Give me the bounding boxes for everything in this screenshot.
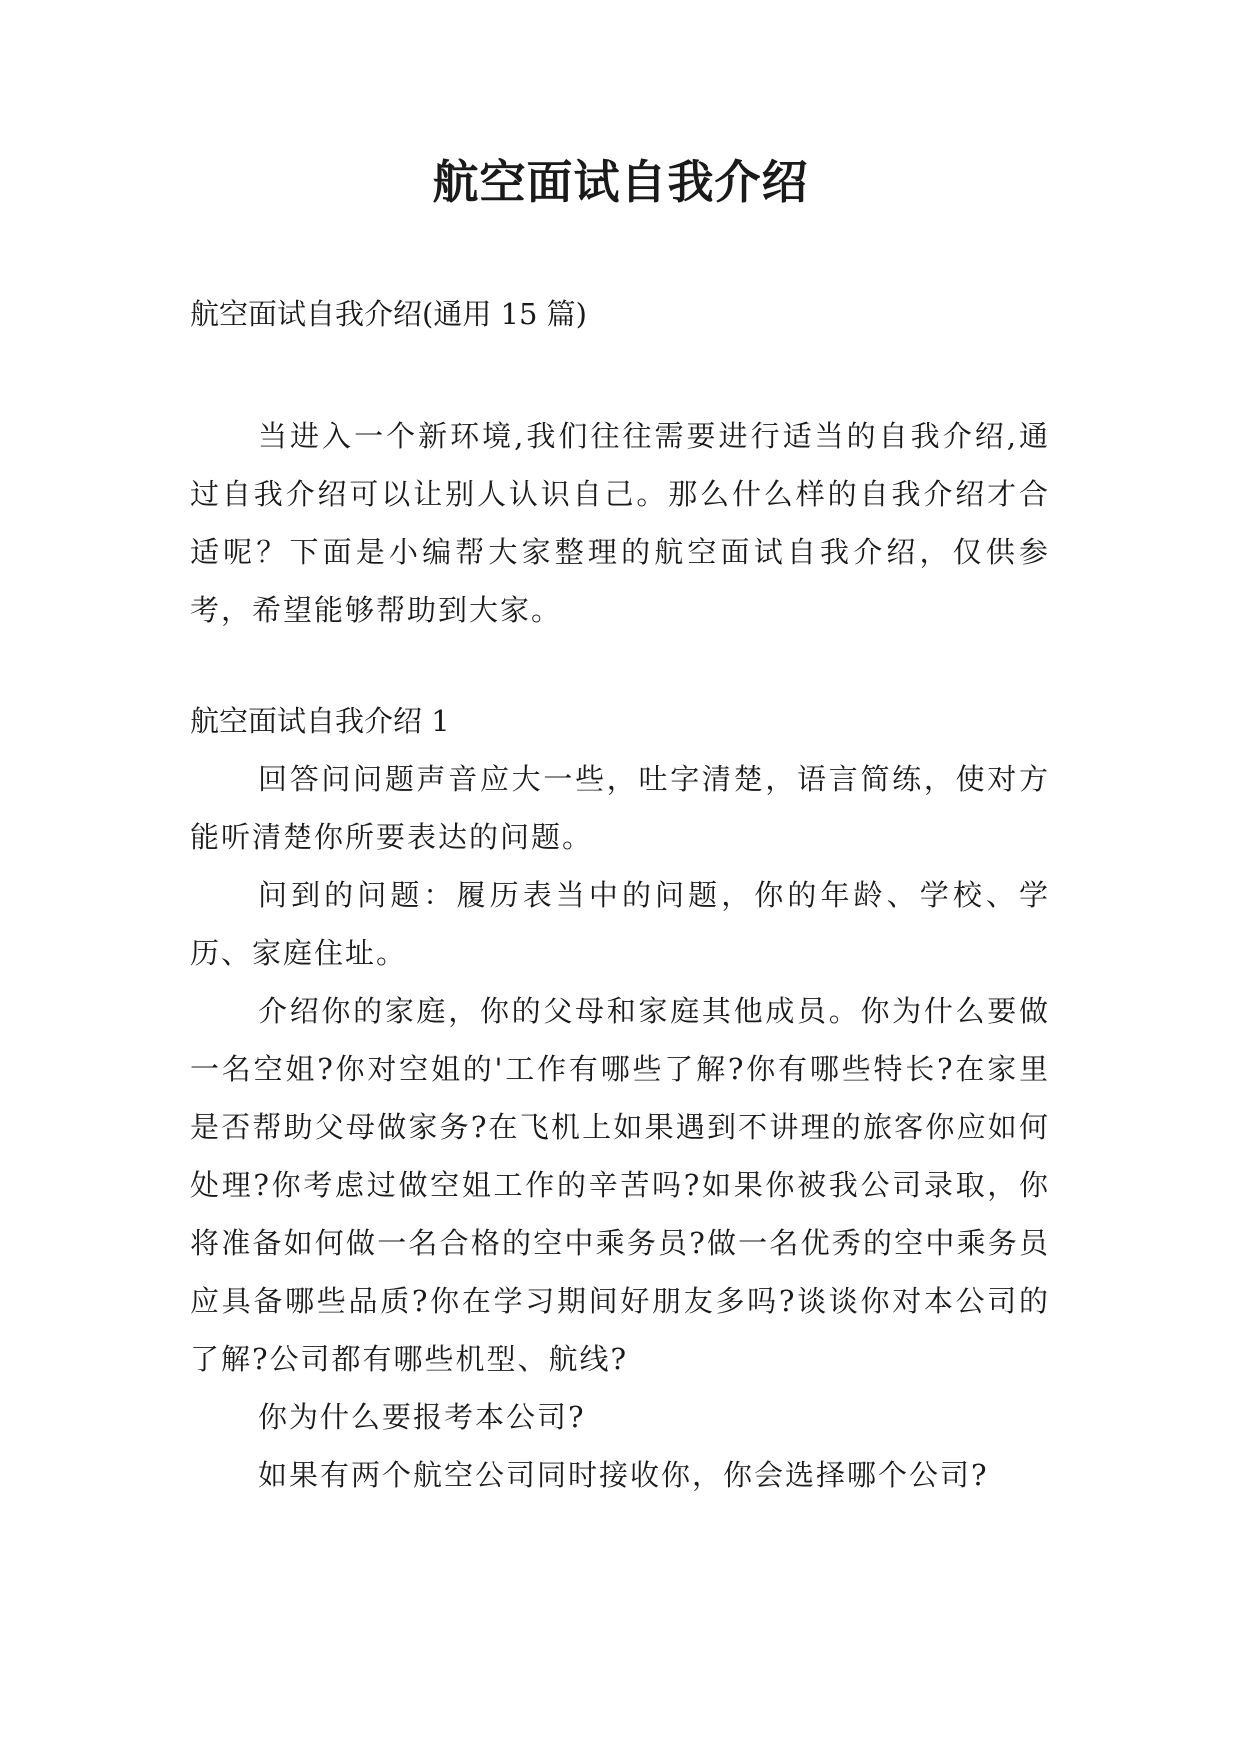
document-subtitle: 航空面试自我介绍(通用 15 篇) xyxy=(190,297,587,331)
section-heading: 航空面试自我介绍 1 xyxy=(190,704,450,738)
section-body xyxy=(190,750,1050,1504)
document-title: 航空面试自我介绍 xyxy=(432,155,809,209)
body-paragraph: 回答问问题声音应大一些，吐字清楚，语言简练，使对方能听清楚你所要表达的问题。 xyxy=(190,762,1050,854)
body-paragraph: 问到的问题：履历表当中的问题，你的年龄、学校、学历、家庭住址。 xyxy=(190,878,1050,970)
body-paragraph: 你为什么要报考本公司? xyxy=(258,1400,586,1434)
body-paragraph: 介绍你的家庭，你的父母和家庭其他成员。你为什么要做一名空姐?你对空姐的'工作有哪些了解?你有哪些特长?在家里是否帮助父母做家务?在飞机上如果遇到不讲理的旅客你应如何处理?你考虑过做空姐工作的辛苦吗?如果你被我公司录取，你将准备如何做一名合格的空中乘务员?做一名优秀的空中乘务员应具备哪些品质?你在学习期间好朋友多吗?谈谈你对本公司的了解?公司都有哪些机型、航线? xyxy=(190,994,1050,1376)
body-paragraph: 如果有两个航空公司同时接收你，你会选择哪个公司? xyxy=(258,1458,989,1492)
intro-paragraph: 当进入一个新环境,我们往往需要进行适当的自我介绍,通过自我介绍可以让别人认识自己。那么什么样的自我介绍才合适呢？下面是小编帮大家整理的航空面试自我介绍，仅供参考，希望能够帮助到大家。 xyxy=(190,419,1050,627)
